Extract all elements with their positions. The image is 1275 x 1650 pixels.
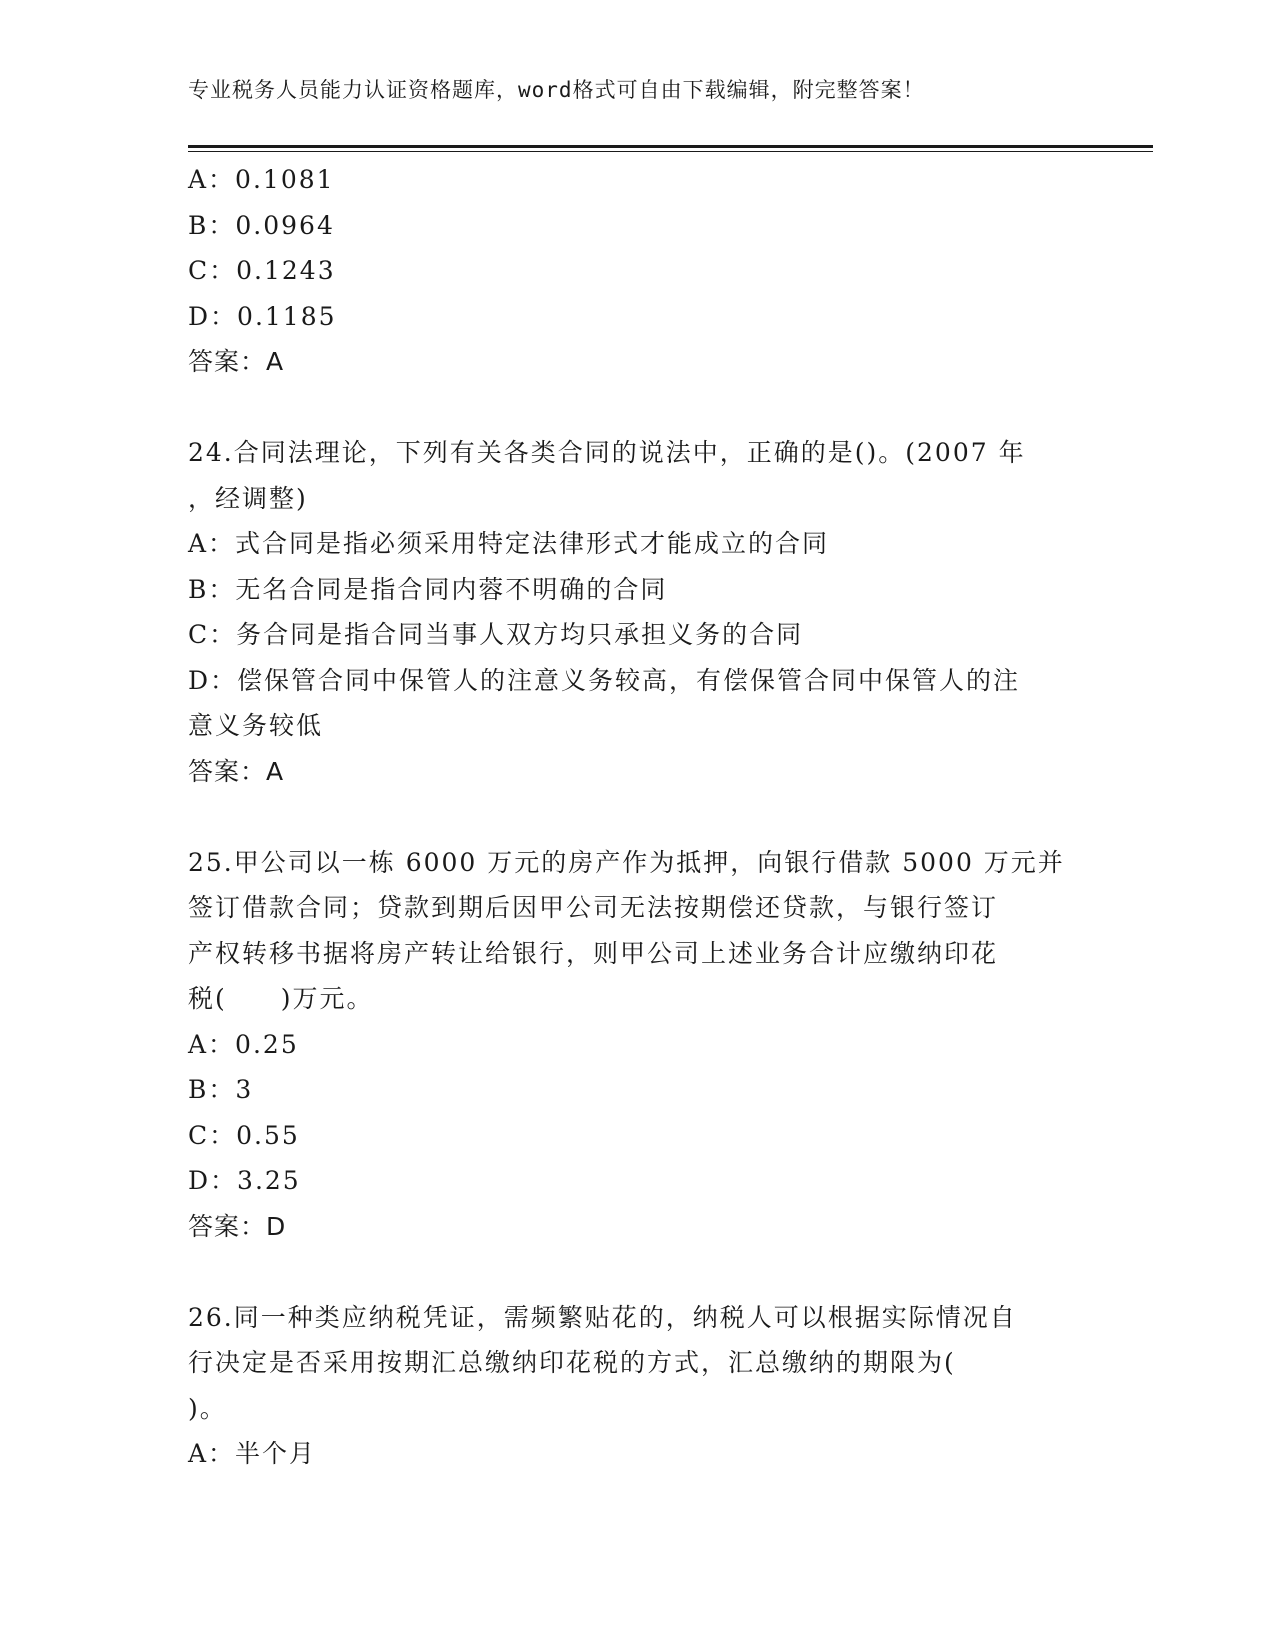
header-rule-thick (188, 145, 1153, 148)
q25-stem-line-2: 签订借款合同；贷款到期后因甲公司无法按期偿还贷款，与银行签订 (188, 893, 999, 922)
q25-answer: 答案：D (188, 1211, 287, 1241)
q24-option-b: B：无名合同是指合同内蓉不明确的合同 (188, 574, 668, 604)
q24-option-d-cont: 意义务较低 (188, 711, 324, 740)
q23-answer: 答案：A (188, 347, 285, 376)
q24-option-a: A：式合同是指必须采用特定法律形式才能成立的合同 (188, 529, 830, 558)
q25-stem-line-3: 产权转移书据将房产转让给银行，则甲公司上述业务合计应缴纳印花 (188, 938, 999, 968)
q25-option-a: A：0.25 (188, 1029, 299, 1059)
q24-answer: 答案：A (188, 756, 285, 786)
q26-stem-line-3: )。 (188, 1393, 227, 1423)
spacer (188, 794, 1088, 840)
q25-option-d: D：3.25 (188, 1166, 301, 1195)
q24-option-d: D：偿保管合同中保管人的注意义务较高，有偿保管合同中保管人的注 (188, 665, 1021, 695)
page-header: 专业税务人员能力认证资格题库，word格式可自由下载编辑，附完整答案！ (188, 78, 925, 102)
header-rule-thin (188, 151, 1153, 152)
q23-option-d: D：0.1185 (188, 301, 337, 331)
q23-option-a: A：0.1081 (188, 165, 335, 194)
q23-option-c: C：0.1243 (188, 256, 336, 285)
q26-stem-line-1: 26.同一种类应纳税凭证，需频繁贴花的，纳税人可以根据实际情况自 (188, 1302, 1017, 1332)
q25-stem-line-4: 税( )万元。 (188, 984, 374, 1013)
q24-stem-line-1: 24.合同法理论，下列有关各类合同的说法中，正确的是()。(2007 年 (188, 438, 1026, 467)
q25-stem-line-1: 25.甲公司以一栋 6000 万元的房产作为抵押，向银行借款 5000 万元并 (188, 847, 1065, 877)
spacer (188, 385, 1088, 431)
spacer (188, 1249, 1088, 1295)
q25-option-b: B：3 (188, 1075, 254, 1104)
q26-option-a: A：半个月 (188, 1439, 317, 1468)
q24-stem-line-2: ，经调整) (188, 483, 308, 513)
q23-option-b: B：0.0964 (188, 210, 335, 240)
q25-option-c: C：0.55 (188, 1120, 300, 1150)
q24-option-c: C：务合同是指合同当事人双方均只承担义务的合同 (188, 620, 804, 649)
question-content (188, 157, 1088, 1477)
q26-stem-line-2: 行决定是否采用按期汇总缴纳印花税的方式，汇总缴纳的期限为( (188, 1348, 956, 1377)
